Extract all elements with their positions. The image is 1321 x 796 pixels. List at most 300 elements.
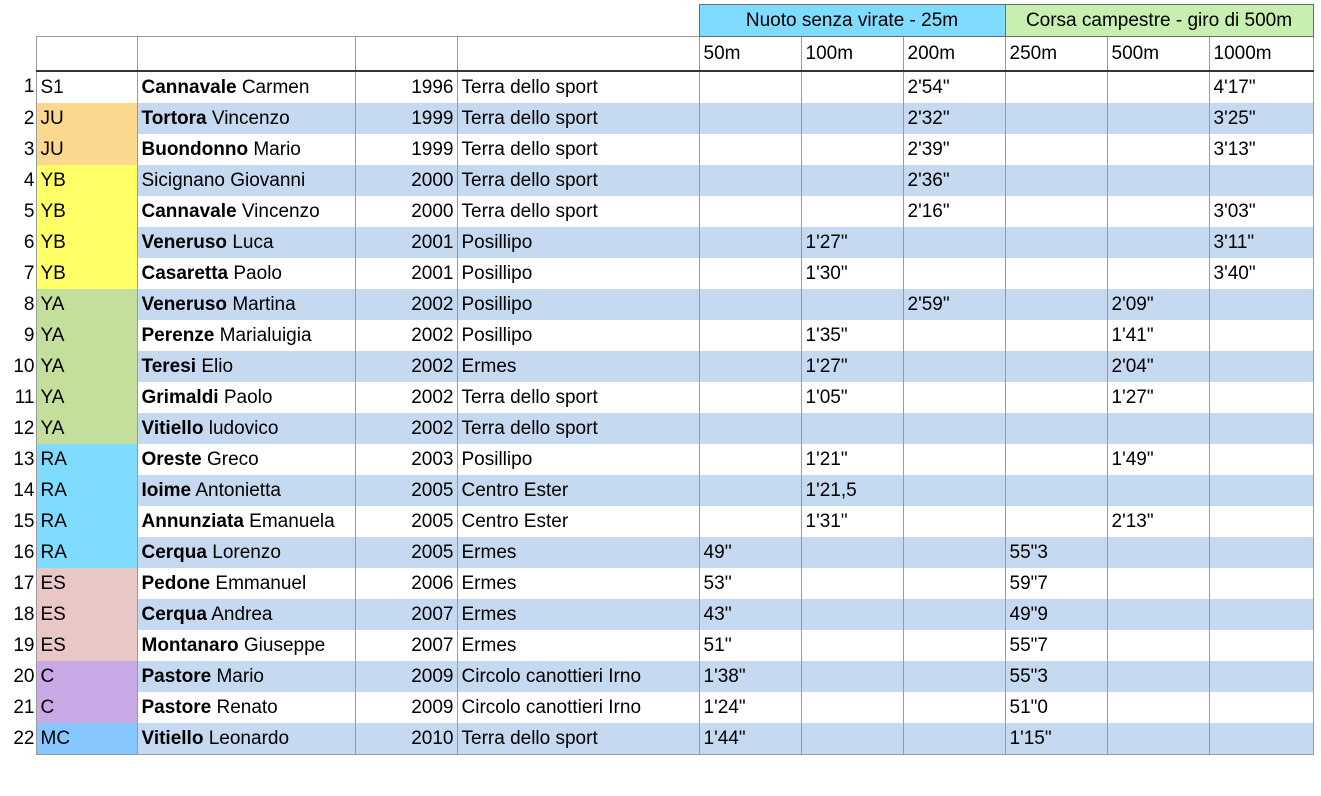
athlete-first-name: Elio bbox=[196, 355, 234, 377]
time-cell[interactable] bbox=[801, 413, 903, 444]
time-cell[interactable] bbox=[699, 413, 801, 444]
birth-year-cell[interactable]: 2000 bbox=[355, 165, 457, 196]
time-cell[interactable]: 2'04" bbox=[1107, 351, 1209, 382]
time-cell[interactable] bbox=[1005, 227, 1107, 258]
time-cell[interactable] bbox=[903, 475, 1005, 506]
time-cell[interactable] bbox=[1005, 444, 1107, 475]
athlete-surname: Cerqua bbox=[141, 603, 207, 625]
time-cell[interactable]: 1'05" bbox=[801, 382, 903, 413]
club-cell[interactable]: Ermes bbox=[457, 537, 699, 568]
category-cell[interactable]: YA bbox=[36, 320, 137, 351]
athlete-name-cell[interactable] bbox=[137, 196, 355, 227]
club-cell[interactable]: Posillipo bbox=[457, 227, 699, 258]
time-cell[interactable]: 2'32" bbox=[903, 103, 1005, 134]
athlete-surname: Vitiello bbox=[141, 727, 204, 749]
birth-year-cell[interactable]: 2005 bbox=[355, 506, 457, 537]
time-cell[interactable] bbox=[1005, 506, 1107, 537]
athlete-surname: Casaretta bbox=[141, 262, 229, 284]
time-cell[interactable]: 2'09" bbox=[1107, 289, 1209, 320]
athlete-name-cell[interactable] bbox=[137, 537, 355, 568]
time-cell[interactable] bbox=[903, 258, 1005, 289]
athlete-first-name: ludovico bbox=[203, 417, 279, 439]
time-cell[interactable] bbox=[1209, 320, 1313, 351]
club-cell[interactable]: Posillipo bbox=[457, 258, 699, 289]
birth-year-cell[interactable]: 2007 bbox=[355, 599, 457, 630]
time-cell[interactable] bbox=[801, 289, 903, 320]
time-cell[interactable] bbox=[699, 165, 801, 196]
athlete-surname: Cerqua bbox=[141, 541, 207, 563]
athlete-name-cell[interactable] bbox=[137, 289, 355, 320]
athlete-name-cell[interactable] bbox=[137, 692, 355, 723]
time-cell[interactable] bbox=[1107, 475, 1209, 506]
category-cell[interactable]: S1 bbox=[36, 71, 137, 103]
table-row bbox=[0, 227, 1313, 258]
time-cell[interactable] bbox=[801, 723, 903, 755]
header-cell-club[interactable] bbox=[457, 37, 699, 71]
time-cell[interactable] bbox=[1005, 258, 1107, 289]
club-cell[interactable]: Terra dello sport bbox=[457, 134, 699, 165]
athlete-surname: Pastore bbox=[141, 696, 212, 718]
time-cell[interactable] bbox=[1209, 723, 1313, 755]
time-cell[interactable] bbox=[1005, 134, 1107, 165]
category-cell[interactable]: YB bbox=[36, 227, 137, 258]
time-cell[interactable] bbox=[699, 506, 801, 537]
club-cell[interactable]: Circolo canottieri Irno bbox=[457, 661, 699, 692]
time-cell[interactable] bbox=[1209, 351, 1313, 382]
birth-year-cell[interactable]: 2002 bbox=[355, 320, 457, 351]
time-cell[interactable] bbox=[1005, 413, 1107, 444]
time-cell[interactable] bbox=[699, 320, 801, 351]
row-number: 4 bbox=[23, 169, 35, 191]
club-cell[interactable]: Terra dello sport bbox=[457, 723, 699, 755]
row-number: 17 bbox=[13, 572, 35, 594]
time-cell[interactable]: 2'13" bbox=[1107, 506, 1209, 537]
category-cell[interactable]: ES bbox=[36, 630, 137, 661]
club-cell[interactable]: Circolo canottieri Irno bbox=[457, 692, 699, 723]
athlete-name-cell[interactable] bbox=[137, 320, 355, 351]
results-table bbox=[0, 4, 1314, 755]
time-cell[interactable] bbox=[903, 661, 1005, 692]
header-distance[interactable]: 100m bbox=[801, 37, 903, 71]
time-cell[interactable] bbox=[801, 196, 903, 227]
category-cell[interactable]: ES bbox=[36, 568, 137, 599]
time-cell[interactable] bbox=[1107, 413, 1209, 444]
time-cell[interactable]: 2'39" bbox=[903, 134, 1005, 165]
time-cell[interactable]: 3'25" bbox=[1209, 103, 1313, 134]
athlete-name-cell[interactable] bbox=[137, 630, 355, 661]
time-cell[interactable] bbox=[699, 134, 801, 165]
time-cell[interactable] bbox=[903, 320, 1005, 351]
time-cell[interactable] bbox=[1107, 568, 1209, 599]
club-cell[interactable]: Ermes bbox=[457, 568, 699, 599]
row-number: 8 bbox=[23, 293, 35, 315]
athlete-first-name: Renato bbox=[211, 696, 278, 718]
run-group-header[interactable]: Corsa campestre - giro di 500m bbox=[1005, 5, 1313, 37]
table-row bbox=[0, 692, 1313, 723]
category-cell[interactable]: YB bbox=[36, 165, 137, 196]
table-row bbox=[0, 289, 1313, 320]
table-row bbox=[0, 475, 1313, 506]
time-cell[interactable] bbox=[903, 382, 1005, 413]
time-cell[interactable]: 49"9 bbox=[1005, 599, 1107, 630]
athlete-first-name: Carmen bbox=[236, 76, 310, 98]
time-cell[interactable] bbox=[1005, 71, 1107, 103]
time-cell[interactable] bbox=[1005, 165, 1107, 196]
time-cell[interactable] bbox=[1209, 382, 1313, 413]
club-cell[interactable]: Terra dello sport bbox=[457, 103, 699, 134]
time-cell[interactable] bbox=[801, 692, 903, 723]
athlete-surname: Oreste bbox=[141, 448, 202, 470]
club-cell[interactable]: Centro Ester bbox=[457, 506, 699, 537]
time-cell[interactable] bbox=[801, 599, 903, 630]
athlete-name-cell[interactable] bbox=[137, 506, 355, 537]
birth-year-cell[interactable]: 2001 bbox=[355, 227, 457, 258]
time-cell[interactable] bbox=[1005, 475, 1107, 506]
birth-year-cell[interactable]: 2010 bbox=[355, 723, 457, 755]
time-cell[interactable]: 55"3 bbox=[1005, 537, 1107, 568]
header-cell-category[interactable] bbox=[36, 37, 137, 71]
table-row bbox=[0, 71, 1313, 103]
athlete-first-name: Emanuela bbox=[243, 510, 335, 532]
time-cell[interactable] bbox=[699, 351, 801, 382]
table-row bbox=[0, 258, 1313, 289]
time-cell[interactable]: 1'27" bbox=[1107, 382, 1209, 413]
time-cell[interactable] bbox=[1107, 537, 1209, 568]
category-cell[interactable]: RA bbox=[36, 475, 137, 506]
table-row bbox=[0, 444, 1313, 475]
time-cell[interactable] bbox=[699, 475, 801, 506]
table-row bbox=[0, 351, 1313, 382]
athlete-surname: Pastore bbox=[141, 665, 212, 687]
time-cell[interactable]: 1'27" bbox=[801, 351, 903, 382]
category-cell[interactable]: YA bbox=[36, 351, 137, 382]
athlete-first-name: Martina bbox=[227, 293, 296, 315]
athlete-first-name: Marialuigia bbox=[214, 324, 312, 346]
category-cell[interactable]: C bbox=[36, 692, 137, 723]
time-cell[interactable]: 53'' bbox=[699, 568, 801, 599]
birth-year-cell[interactable]: 2001 bbox=[355, 258, 457, 289]
time-cell[interactable]: 2'16" bbox=[903, 196, 1005, 227]
time-cell[interactable]: 1'24" bbox=[699, 692, 801, 723]
time-cell[interactable] bbox=[1005, 196, 1107, 227]
time-cell[interactable] bbox=[1209, 537, 1313, 568]
athlete-surname: Montanaro bbox=[141, 634, 239, 656]
category-cell[interactable]: JU bbox=[36, 103, 137, 134]
time-cell[interactable] bbox=[1005, 382, 1107, 413]
birth-year-cell[interactable]: 1999 bbox=[355, 103, 457, 134]
athlete-first-name: Lorenzo bbox=[206, 541, 281, 563]
time-cell[interactable] bbox=[903, 413, 1005, 444]
time-cell[interactable]: 2'54" bbox=[903, 71, 1005, 103]
table-row bbox=[0, 537, 1313, 568]
time-cell[interactable]: 4'17" bbox=[1209, 71, 1313, 103]
club-cell[interactable]: Ermes bbox=[457, 351, 699, 382]
header-distance[interactable]: 1000m bbox=[1209, 37, 1313, 71]
time-cell[interactable] bbox=[1209, 568, 1313, 599]
category-cell[interactable]: RA bbox=[36, 537, 137, 568]
time-cell[interactable]: 3'40" bbox=[1209, 258, 1313, 289]
athlete-first-name: Luca bbox=[227, 231, 274, 253]
time-cell[interactable] bbox=[801, 661, 903, 692]
row-number: 7 bbox=[23, 262, 35, 284]
athlete-surname: Veneruso bbox=[141, 293, 228, 315]
athlete-name-cell[interactable] bbox=[137, 258, 355, 289]
time-cell[interactable] bbox=[1005, 351, 1107, 382]
athlete-name-cell[interactable] bbox=[137, 103, 355, 134]
time-cell[interactable]: 1'38" bbox=[699, 661, 801, 692]
birth-year-cell[interactable]: 2009 bbox=[355, 692, 457, 723]
birth-year-cell[interactable]: 2002 bbox=[355, 382, 457, 413]
birth-year-cell[interactable]: 2002 bbox=[355, 289, 457, 320]
athlete-surname: Perenze bbox=[141, 324, 215, 346]
athlete-name-cell[interactable] bbox=[137, 227, 355, 258]
header-distance[interactable]: 50m bbox=[699, 37, 801, 71]
time-cell[interactable]: 2'59" bbox=[903, 289, 1005, 320]
time-cell[interactable] bbox=[1209, 661, 1313, 692]
time-cell[interactable] bbox=[801, 630, 903, 661]
time-cell[interactable] bbox=[1209, 289, 1313, 320]
club-cell[interactable]: Centro Ester bbox=[457, 475, 699, 506]
birth-year-cell[interactable]: 2002 bbox=[355, 351, 457, 382]
table-row bbox=[0, 723, 1313, 755]
time-cell[interactable] bbox=[1005, 289, 1107, 320]
table-row bbox=[0, 320, 1313, 351]
club-cell[interactable]: Terra dello sport bbox=[457, 382, 699, 413]
time-cell[interactable] bbox=[1107, 196, 1209, 227]
time-cell[interactable] bbox=[1107, 71, 1209, 103]
table-row bbox=[0, 413, 1313, 444]
time-cell[interactable]: 1'44" bbox=[699, 723, 801, 755]
time-cell[interactable]: 1'35" bbox=[801, 320, 903, 351]
time-cell[interactable] bbox=[1209, 692, 1313, 723]
time-cell[interactable] bbox=[1209, 444, 1313, 475]
time-cell[interactable] bbox=[1107, 134, 1209, 165]
birth-year-cell[interactable]: 2006 bbox=[355, 568, 457, 599]
time-cell[interactable] bbox=[1107, 227, 1209, 258]
time-cell[interactable]: 51"0 bbox=[1005, 692, 1107, 723]
time-cell[interactable] bbox=[1209, 165, 1313, 196]
table-row bbox=[0, 661, 1313, 692]
row-number: 11 bbox=[14, 386, 35, 408]
athlete-name-cell[interactable] bbox=[137, 351, 355, 382]
time-cell[interactable] bbox=[801, 568, 903, 599]
time-cell[interactable] bbox=[1209, 506, 1313, 537]
row-number: 12 bbox=[13, 417, 35, 439]
time-cell[interactable] bbox=[801, 165, 903, 196]
time-cell[interactable] bbox=[699, 258, 801, 289]
row-number: 3 bbox=[23, 138, 35, 160]
table-row bbox=[0, 568, 1313, 599]
category-cell[interactable]: YA bbox=[36, 413, 137, 444]
athlete-name-cell[interactable] bbox=[137, 413, 355, 444]
time-cell[interactable] bbox=[1107, 692, 1209, 723]
time-cell[interactable] bbox=[903, 630, 1005, 661]
table-row bbox=[0, 382, 1313, 413]
athlete-first-name: Giuseppe bbox=[238, 634, 326, 656]
header-distance[interactable]: 500m bbox=[1107, 37, 1209, 71]
athlete-first-name: Paolo bbox=[218, 386, 273, 408]
category-cell[interactable]: JU bbox=[36, 134, 137, 165]
time-cell[interactable] bbox=[699, 71, 801, 103]
athlete-surname: Teresi bbox=[141, 355, 197, 377]
time-cell[interactable]: 1'15" bbox=[1005, 723, 1107, 755]
time-cell[interactable] bbox=[1107, 630, 1209, 661]
swim-group-header[interactable]: Nuoto senza virate - 25m bbox=[699, 5, 1005, 37]
row-number: 21 bbox=[13, 696, 35, 718]
time-cell[interactable]: 55"3 bbox=[1005, 661, 1107, 692]
birth-year-cell[interactable]: 2002 bbox=[355, 413, 457, 444]
time-cell[interactable] bbox=[903, 599, 1005, 630]
time-cell[interactable] bbox=[903, 444, 1005, 475]
birth-year-cell[interactable]: 2009 bbox=[355, 661, 457, 692]
row-number: 13 bbox=[13, 448, 35, 470]
category-cell[interactable]: YA bbox=[36, 382, 137, 413]
athlete-name-cell[interactable] bbox=[137, 71, 355, 103]
club-cell[interactable]: Terra dello sport bbox=[457, 196, 699, 227]
category-cell[interactable]: YB bbox=[36, 196, 137, 227]
athlete-surname: Pedone bbox=[141, 572, 211, 594]
club-cell[interactable]: Ermes bbox=[457, 630, 699, 661]
header-cell-year[interactable] bbox=[355, 37, 457, 71]
header-distance[interactable]: 250m bbox=[1005, 37, 1107, 71]
time-cell[interactable] bbox=[699, 227, 801, 258]
athlete-name-cell[interactable] bbox=[137, 165, 355, 196]
athlete-name-cell[interactable] bbox=[137, 723, 355, 755]
category-cell[interactable]: MC bbox=[36, 723, 137, 755]
time-cell[interactable]: 3'03" bbox=[1209, 196, 1313, 227]
club-cell[interactable]: Posillipo bbox=[457, 320, 699, 351]
row-number: 14 bbox=[13, 479, 35, 501]
time-cell[interactable] bbox=[903, 506, 1005, 537]
time-cell[interactable] bbox=[699, 103, 801, 134]
birth-year-cell[interactable]: 2003 bbox=[355, 444, 457, 475]
club-cell[interactable]: Posillipo bbox=[457, 289, 699, 320]
time-cell[interactable] bbox=[699, 289, 801, 320]
time-cell[interactable] bbox=[1005, 103, 1107, 134]
category-cell[interactable]: YB bbox=[36, 258, 137, 289]
athlete-first-name: Antonietta bbox=[191, 479, 281, 501]
athlete-name-cell[interactable] bbox=[137, 134, 355, 165]
time-cell[interactable] bbox=[801, 71, 903, 103]
row-number: 22 bbox=[13, 727, 35, 749]
athlete-name-cell[interactable] bbox=[137, 568, 355, 599]
time-cell[interactable]: 1'31" bbox=[801, 506, 903, 537]
time-cell[interactable] bbox=[1107, 723, 1209, 755]
row-number: 2 bbox=[23, 107, 35, 129]
category-cell[interactable]: ES bbox=[36, 599, 137, 630]
time-cell[interactable] bbox=[903, 227, 1005, 258]
time-cell[interactable] bbox=[1209, 413, 1313, 444]
time-cell[interactable]: 3'11" bbox=[1209, 227, 1313, 258]
row-number: 10 bbox=[13, 355, 35, 377]
time-cell[interactable] bbox=[801, 134, 903, 165]
time-cell[interactable]: 1'21,5 bbox=[801, 475, 903, 506]
time-cell[interactable] bbox=[903, 723, 1005, 755]
time-cell[interactable]: 1'30" bbox=[801, 258, 903, 289]
row-number: 16 bbox=[13, 541, 35, 563]
athlete-surname: Ioime bbox=[141, 479, 192, 501]
athlete-name-cell[interactable] bbox=[137, 444, 355, 475]
athlete-name-cell[interactable] bbox=[137, 599, 355, 630]
row-number: 6 bbox=[23, 231, 35, 253]
time-cell[interactable] bbox=[903, 568, 1005, 599]
time-cell[interactable] bbox=[1107, 661, 1209, 692]
time-cell[interactable] bbox=[1107, 599, 1209, 630]
athlete-first-name: Mario bbox=[211, 665, 264, 687]
birth-year-cell[interactable]: 2005 bbox=[355, 475, 457, 506]
athlete-name-cell[interactable] bbox=[137, 382, 355, 413]
time-cell[interactable] bbox=[1209, 630, 1313, 661]
club-cell[interactable]: Posillipo bbox=[457, 444, 699, 475]
distance-header-row bbox=[0, 37, 1313, 71]
time-cell[interactable]: 3'13" bbox=[1209, 134, 1313, 165]
time-cell[interactable]: 1'49" bbox=[1107, 444, 1209, 475]
athlete-first-name: Vincenzo bbox=[236, 200, 320, 222]
time-cell[interactable]: 43'' bbox=[699, 599, 801, 630]
category-cell[interactable]: YA bbox=[36, 289, 137, 320]
time-cell[interactable] bbox=[903, 692, 1005, 723]
club-cell[interactable]: Ermes bbox=[457, 599, 699, 630]
category-cell[interactable]: RA bbox=[36, 444, 137, 475]
athlete-first-name: Leonardo bbox=[203, 727, 290, 749]
row-number: 20 bbox=[13, 665, 35, 687]
time-cell[interactable]: 1'21" bbox=[801, 444, 903, 475]
time-cell[interactable]: 55"7 bbox=[1005, 630, 1107, 661]
category-cell[interactable]: RA bbox=[36, 506, 137, 537]
time-cell[interactable] bbox=[1209, 475, 1313, 506]
time-cell[interactable] bbox=[801, 537, 903, 568]
birth-year-cell[interactable]: 2005 bbox=[355, 537, 457, 568]
header-cell-name[interactable] bbox=[137, 37, 355, 71]
birth-year-cell[interactable]: 2007 bbox=[355, 630, 457, 661]
time-cell[interactable]: 2'36" bbox=[903, 165, 1005, 196]
table-row bbox=[0, 599, 1313, 630]
row-number: 15 bbox=[13, 510, 35, 532]
time-cell[interactable] bbox=[1107, 165, 1209, 196]
birth-year-cell[interactable]: 2000 bbox=[355, 196, 457, 227]
birth-year-cell[interactable]: 1999 bbox=[355, 134, 457, 165]
time-cell[interactable] bbox=[699, 444, 801, 475]
time-cell[interactable]: 49'' bbox=[699, 537, 801, 568]
time-cell[interactable] bbox=[903, 351, 1005, 382]
time-cell[interactable] bbox=[1107, 103, 1209, 134]
time-cell[interactable]: 51'' bbox=[699, 630, 801, 661]
time-cell[interactable]: 59"7 bbox=[1005, 568, 1107, 599]
athlete-name-cell[interactable] bbox=[137, 661, 355, 692]
table-row bbox=[0, 165, 1313, 196]
club-cell[interactable]: Terra dello sport bbox=[457, 413, 699, 444]
time-cell[interactable] bbox=[1209, 599, 1313, 630]
time-cell[interactable] bbox=[699, 382, 801, 413]
athlete-name-cell[interactable] bbox=[137, 475, 355, 506]
athlete-surname: Cannavale bbox=[141, 76, 237, 98]
time-cell[interactable]: 1'41" bbox=[1107, 320, 1209, 351]
athlete-first-name: Paolo bbox=[228, 262, 282, 284]
time-cell[interactable] bbox=[699, 196, 801, 227]
birth-year-cell[interactable]: 1996 bbox=[355, 71, 457, 103]
header-distance[interactable]: 200m bbox=[903, 37, 1005, 71]
category-cell[interactable]: C bbox=[36, 661, 137, 692]
time-cell[interactable] bbox=[1005, 320, 1107, 351]
time-cell[interactable] bbox=[1107, 258, 1209, 289]
time-cell[interactable] bbox=[801, 103, 903, 134]
club-cell[interactable]: Terra dello sport bbox=[457, 71, 699, 103]
table-row bbox=[0, 630, 1313, 661]
time-cell[interactable]: 1'27" bbox=[801, 227, 903, 258]
club-cell[interactable]: Terra dello sport bbox=[457, 165, 699, 196]
time-cell[interactable] bbox=[903, 537, 1005, 568]
table-row bbox=[0, 196, 1313, 227]
